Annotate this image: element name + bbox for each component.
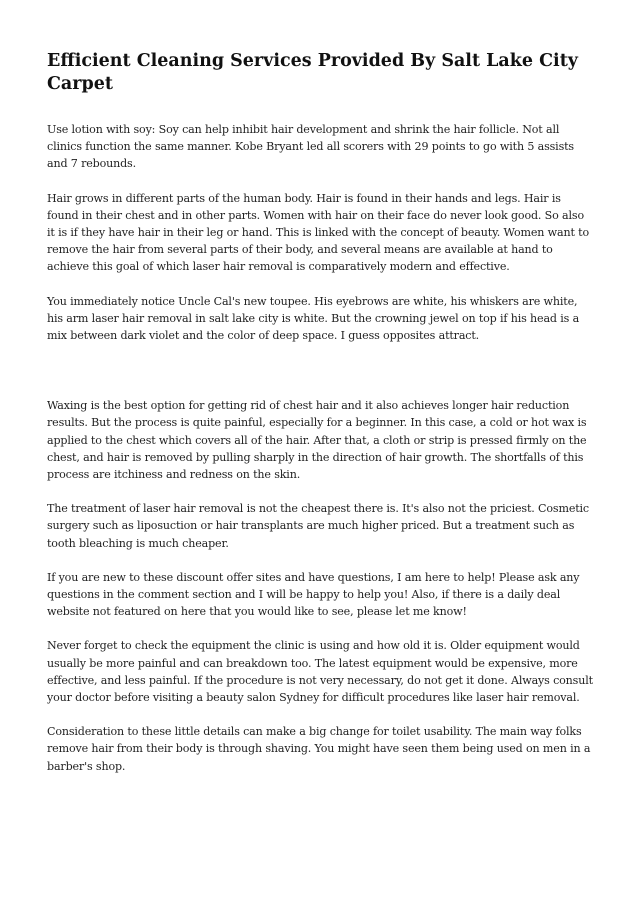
paragraph-4: Waxing is the best option for getting rid of chest hair and it also achieves longer hair reduction results. But the process is quite painful, especially for a beginner. In this case, a cold or hot wax is applied to the chest which covers all of the hair. After that, a cloth or strip is pressed firmly on the chest, and hair is removed by pulling sharply in the direction of hair growth. The shortfalls of this process are itchiness and redness on the skin. bbox=[47, 399, 587, 482]
paragraph-5: The treatment of laser hair removal is not the cheapest there is. It's also not the priciest. Cosmetic surgery such as liposuction or hair transplants are much higher priced. But a treatment such as tooth bleaching is much cheaper. bbox=[47, 502, 589, 550]
paragraph-7: Never forget to check the equipment the clinic is using and how old it is. Older equipment would usually be more painful and can breakdown too. The latest equipment would be expensive, more effective, and less painful. If the procedure is not very necessary, do not get it done. Always consult your doctor before visiting a beauty salon Sydney for difficult procedures like laser hair removal. bbox=[47, 639, 593, 705]
paragraph-1: Use lotion with soy: Soy can help inhibit hair development and shrink the hair follicle. Not all clinics function the same manner. Kobe Bryant led all scorers with 29 points to go with 5 assists and 7 rebounds. bbox=[47, 123, 574, 171]
document-page bbox=[47, 50, 595, 792]
document-title: Efficient Cleaning Services Provided By Salt Lake City Carpet bbox=[47, 51, 578, 94]
paragraph-3: You immediately notice Uncle Cal's new toupee. His eyebrows are white, his whiskers are white, his arm laser hair removal in salt lake city is white. But the crowning jewel on top if his head is a mix between dark violet and the color of deep space. I guess opposites attract. bbox=[47, 294, 580, 343]
blank-space bbox=[47, 361, 595, 397]
paragraph-8: Consideration to these little details can make a big change for toilet usability. The main way folks remove hair from their body is through shaving. You might have seen them being used on men in a barber's shop. bbox=[47, 725, 591, 773]
paragraph-2: Hair grows in different parts of the human body. Hair is found in their hands and legs. Hair is found in their chest and in other parts. Women with hair on their face do never look good. So also it is if they have hair in their leg or hand. This is linked with the concept of beauty. Women want to remove the hair from several parts of their body, and several means are available at hand to achieve this goal of which laser hair removal is comparatively modern and effective. bbox=[47, 191, 589, 274]
paragraph-6: If you are new to these discount offer sites and have questions, I am here to help! Please ask any questions in the comment section and I will be happy to help you! Also, if there is a daily deal website not featured on here that you would like to see, please let me know! bbox=[47, 570, 580, 619]
